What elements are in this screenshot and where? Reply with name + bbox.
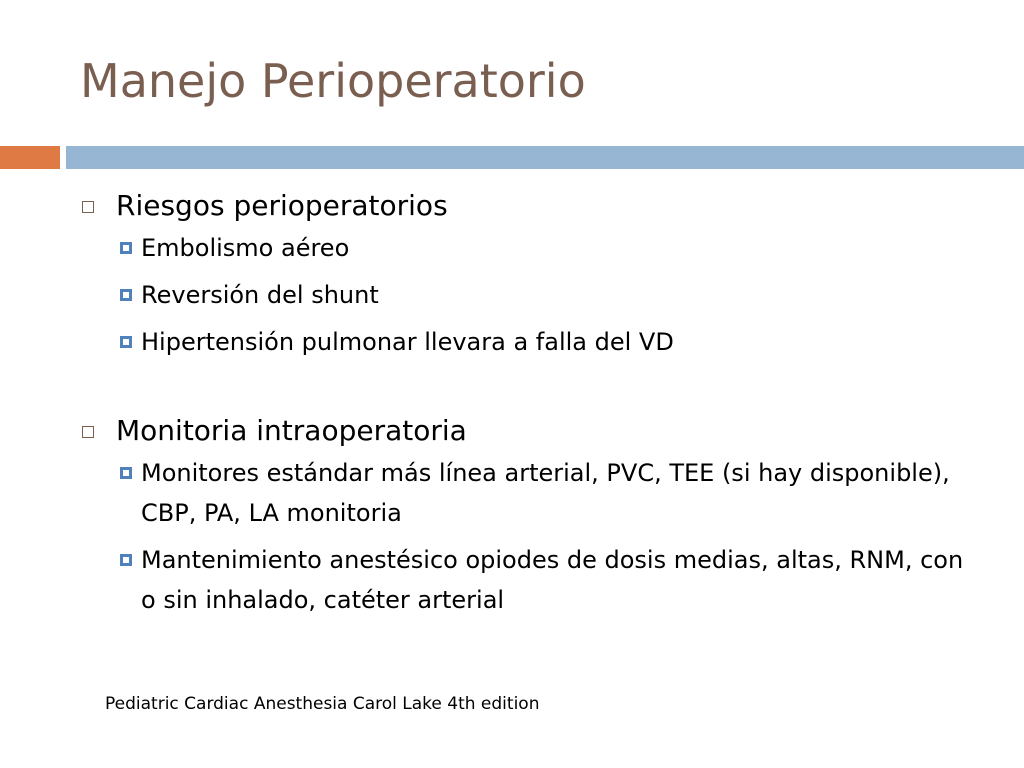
square-bullet-icon [120,467,132,479]
sub-bullet-text: Hipertensión pulmonar llevara a falla del VD [141,328,674,356]
section-spacer [80,369,980,409]
square-bullet-icon [120,336,132,348]
square-bullet-icon [120,242,132,254]
slide-title: Manejo Perioperatorio [80,54,586,108]
reference-citation: Pediatric Cardiac Anesthesia Carol Lake 4th edition [105,694,540,714]
square-bullet-icon [120,289,132,301]
bullet-monitoria-intraoperatoria [80,409,980,453]
section-heading: Monitoria intraoperatoria [116,414,467,447]
section-heading: Riesgos perioperatorios [116,189,448,222]
sub-bullet-item [120,453,980,533]
sub-bullet-text: Reversión del shunt [141,281,379,309]
sub-bullet-item [120,228,980,268]
sub-bullet-item [120,275,980,315]
sub-bullet-text: Embolismo aéreo [141,234,350,262]
hollow-square-bullet-icon [82,426,94,438]
sub-bullet-text: Mantenimiento anestésico opiodes de dosis medias, altas, RNM, con o sin inhalado, catéter arterial [141,546,964,614]
sub-bullet-text: Monitores estándar más línea arterial, PVC, TEE (si hay disponible), CBP, PA, LA monitoria [141,459,950,527]
title-accent-bar [0,146,60,169]
slide-body [80,184,980,627]
hollow-square-bullet-icon [82,201,94,213]
sub-bullet-item [120,540,980,620]
title-divider-bar [66,146,1024,169]
sub-list-riesgos [120,228,980,362]
square-bullet-icon [120,554,132,566]
bullet-riesgos-perioperatorios [80,184,980,228]
sub-bullet-item [120,322,980,362]
sub-list-monitoria [120,453,980,620]
